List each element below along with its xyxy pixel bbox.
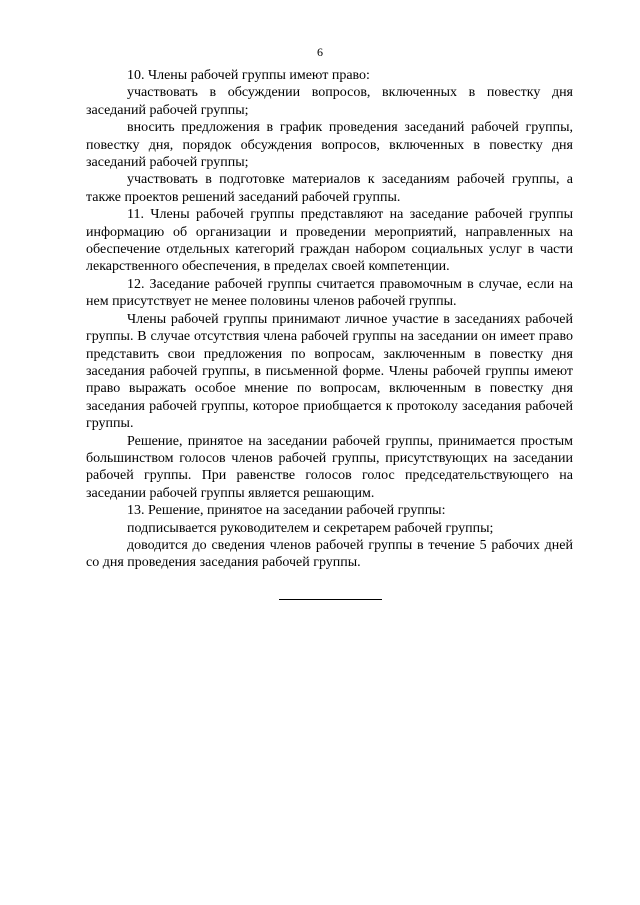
paragraph-decision-communicated: доводится до сведения членов рабочей группы в течение 5 рабочих дней со дня проведения заседания рабочей группы. [86,537,573,571]
paragraph-13-intro: 13. Решение, принятое на заседании рабочей группы: [127,503,446,519]
paragraph-right-prepare: участвовать в подготовке материалов к заседаниям рабочей группы, а также проектов решений заседаний рабочей группы. [86,172,573,205]
paragraph-12: 12. Заседание рабочей группы считается правомочным в случае, если на нем присутствует не менее половины членов рабочей группы. [86,276,573,310]
paragraph-right-discuss: участвовать в обсуждении вопросов, включенных в повестку дня заседаний рабочей группы; [86,85,573,118]
paragraph-decision-signed: подписывается руководителем и секретарем рабочей группы; [127,520,494,536]
document-body [86,67,573,572]
page-number: 6 [317,45,323,59]
paragraph-members-participation: Члены рабочей группы принимают личное участие в заседаниях рабочей группы. В случае отсутствия члена рабочей группы на заседании он имеет право представить свои предложения по вопросам, заключенным в повестку дня заседания рабочей группы, в письменной форме. Члены рабочей группы имеют право выражать особое мнение по вопросам, включенным в повестку дня заседания рабочей группы, которое приобщается к протоколу заседания рабочей группы. [86,311,573,432]
paragraph-10-intro: 10. Члены рабочей группы имеют право: [127,68,370,83]
paragraph-decision-voting: Решение, принятое на заседании рабочей группы, принимается простым большинством голосов членов рабочей группы, присутствующих на заседании рабочей группы. При равенстве голосов голос председательствующего на заседании рабочей группы является решающим. [86,433,573,501]
end-separator-line [279,599,382,600]
paragraph-11: 11. Члены рабочей группы представляют на заседание рабочей группы информацию об организации и проведении мероприятий, направленных на обеспечение отдельных категорий граждан набором социальных услуг в части лекарственного обеспечения, в пределах своей компетенции. [86,207,573,275]
paragraph-right-propose: вносить предложения в график проведения заседаний рабочей группы, повестку дня, порядок обсуждения вопросов, включенных в повестку дня заседаний рабочей группы; [86,120,573,171]
